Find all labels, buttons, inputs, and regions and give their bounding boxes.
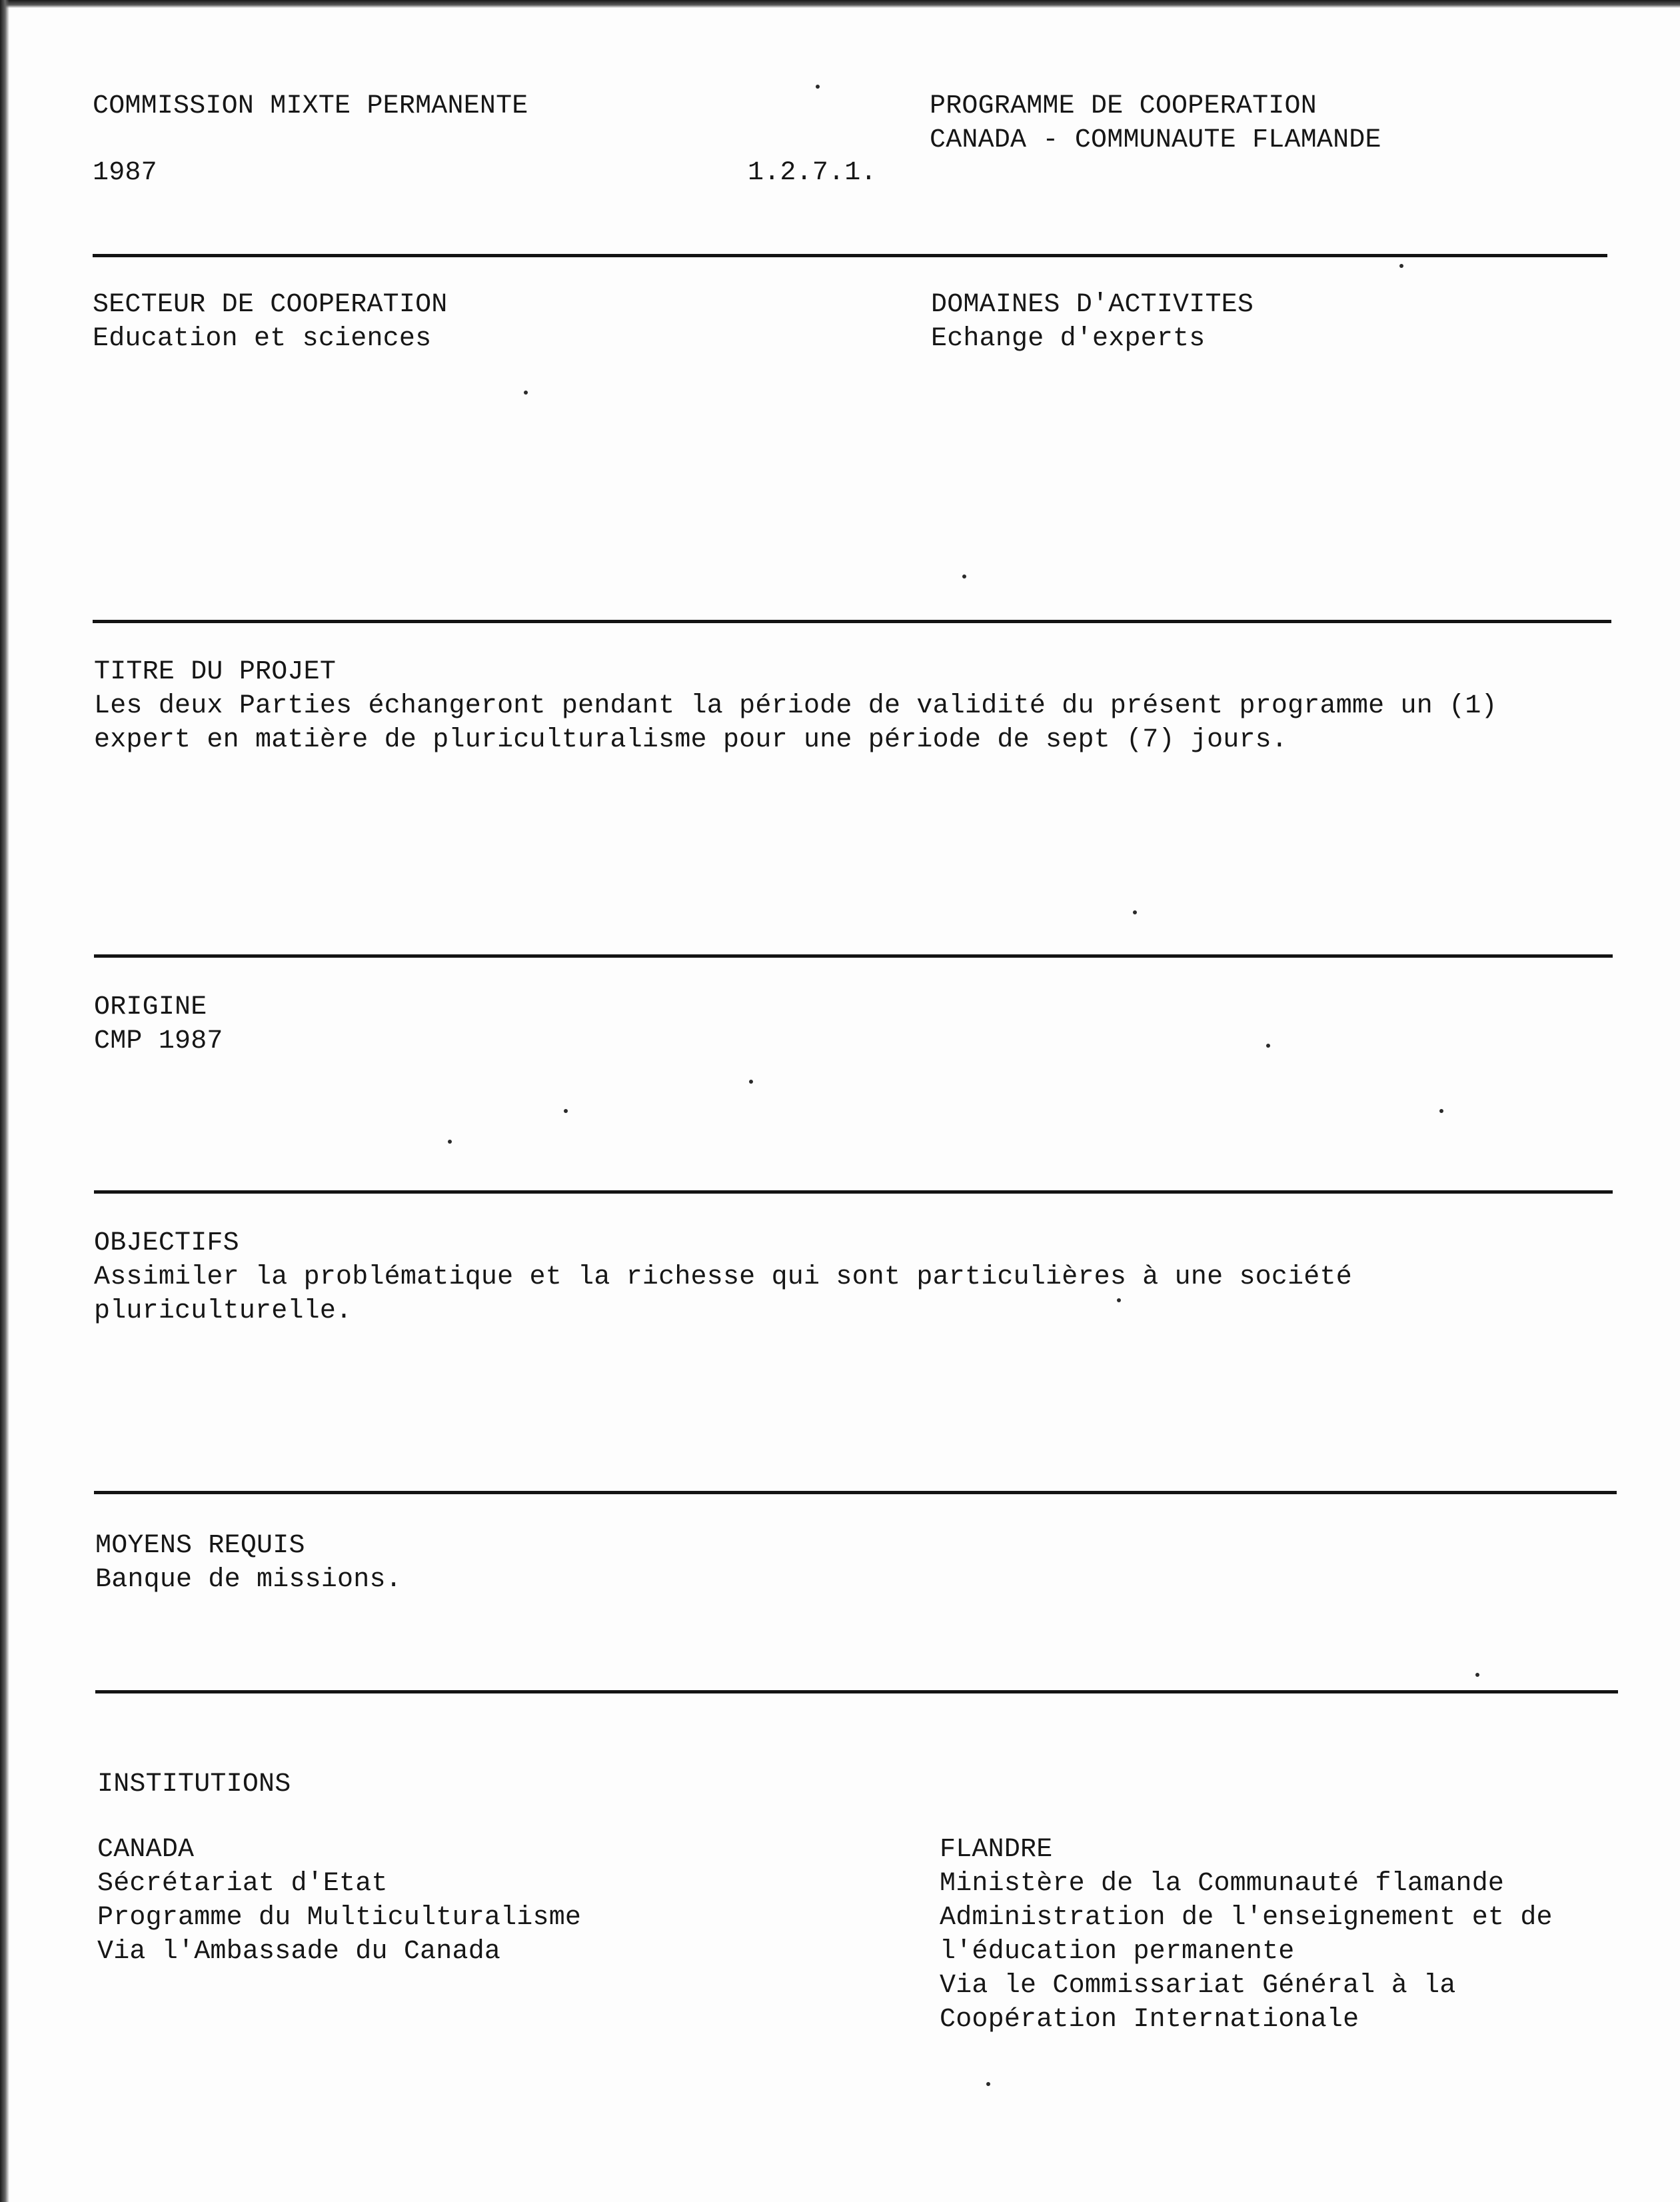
flandre-line: Administration de l'enseignement et de (940, 1903, 1553, 1933)
scan-edge-top (0, 0, 1680, 8)
scan-speck (962, 574, 966, 578)
scan-speck (1133, 910, 1137, 914)
origine-value: CMP 1987 (94, 1026, 223, 1056)
secteur-value: Education et sciences (93, 324, 432, 354)
objectifs-label: OBJECTIFS (94, 1228, 239, 1258)
objectifs-line1: Assimiler la problématique et la richesse qui sont particulières à une société (94, 1262, 1352, 1292)
domaines-label: DOMAINES D'ACTIVITES (931, 290, 1254, 320)
section-divider (94, 1190, 1613, 1194)
flandre-line: Ministère de la Communauté flamande (940, 1869, 1505, 1899)
scan-speck (564, 1109, 568, 1113)
domaines-value: Echange d'experts (931, 324, 1206, 354)
section-divider (93, 620, 1611, 623)
commission-title: COMMISSION MIXTE PERMANENTE (93, 91, 528, 121)
origine-label: ORIGINE (94, 992, 207, 1022)
programme-title-line1: PROGRAMME DE COOPERATION (930, 91, 1317, 121)
scan-speck (816, 85, 820, 89)
scan-speck (448, 1140, 452, 1144)
section-divider (94, 954, 1613, 958)
flandre-line: Coopération Internationale (940, 2005, 1359, 2035)
canada-line: Via l'Ambassade du Canada (97, 1937, 501, 1967)
titre-label: TITRE DU PROJET (94, 657, 337, 687)
section-divider (95, 1690, 1618, 1693)
section-divider (93, 254, 1607, 257)
moyens-label: MOYENS REQUIS (95, 1531, 305, 1561)
moyens-value: Banque de missions. (95, 1565, 402, 1595)
section-divider (94, 1491, 1617, 1494)
scan-speck (1399, 264, 1403, 268)
scan-speck (986, 2082, 990, 2086)
flandre-heading: FLANDRE (940, 1835, 1053, 1865)
canada-line: Sécrétariat d'Etat (97, 1869, 388, 1899)
titre-line1: Les deux Parties échangeront pendant la période de validité du présent programme un (1) (94, 691, 1497, 721)
scan-edge-left (0, 0, 9, 2202)
institutions-label: INSTITUTIONS (97, 1769, 291, 1799)
scan-speck (1266, 1044, 1270, 1048)
scan-speck (524, 391, 528, 395)
programme-title-line2: CANADA - COMMUNAUTE FLAMANDE (930, 125, 1381, 155)
canada-heading: CANADA (97, 1835, 195, 1865)
canada-line: Programme du Multiculturalisme (97, 1903, 582, 1933)
scan-speck (1439, 1109, 1443, 1113)
titre-line2: expert en matière de pluriculturalisme pour une période de sept (7) jours. (94, 725, 1288, 755)
flandre-line: Via le Commissariat Général à la (940, 1971, 1456, 2001)
scan-speck (1117, 1298, 1121, 1302)
document-year: 1987 (93, 158, 157, 188)
scan-speck (1475, 1673, 1479, 1677)
objectifs-line2: pluriculturelle. (94, 1296, 353, 1326)
flandre-line: l'éducation permanente (940, 1937, 1295, 1967)
scan-speck (749, 1080, 753, 1084)
secteur-label: SECTEUR DE COOPERATION (93, 290, 448, 320)
document-reference: 1.2.7.1. (748, 158, 877, 188)
